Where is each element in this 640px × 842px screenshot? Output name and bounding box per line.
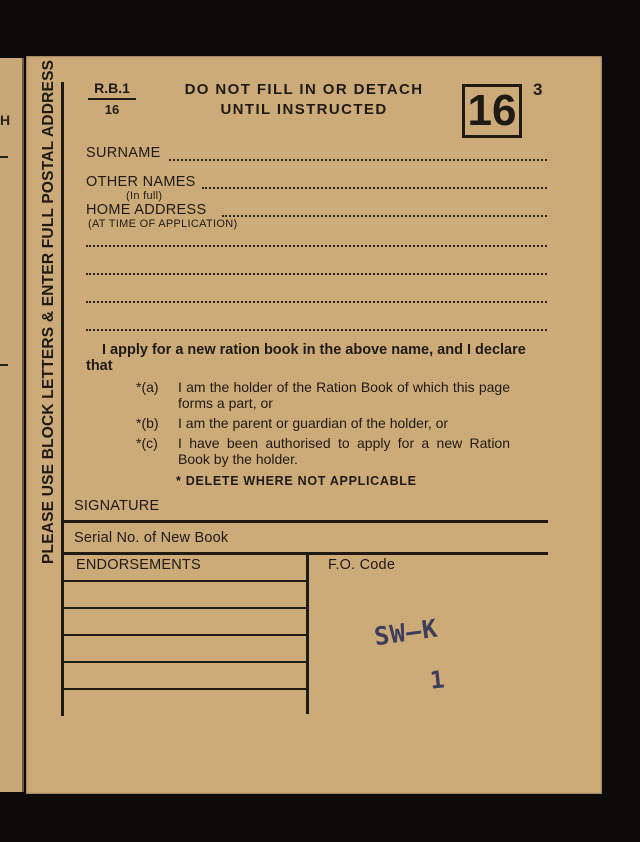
option-a-text: I am the holder of the Ration Book of which this page forms a part, or <box>178 379 510 411</box>
header-instruction <box>154 80 454 120</box>
endorsement-line[interactable] <box>63 580 306 582</box>
adjacent-page-mark <box>0 156 8 158</box>
signature-line[interactable] <box>63 520 548 523</box>
endorsements-label: ENDORSEMENTS <box>76 557 201 573</box>
option-b-text: I am the parent or guardian of the holder, or <box>178 415 449 431</box>
option-a-mark: *(a) <box>136 379 159 395</box>
home-address-label: HOME ADDRESS <box>86 202 207 218</box>
column-divider <box>306 554 309 714</box>
option-b-mark: *(b) <box>136 415 159 431</box>
endorsement-line[interactable] <box>63 607 306 609</box>
signature-label: SIGNATURE <box>74 498 160 514</box>
header-line-2: UNTIL INSTRUCTED <box>220 101 388 118</box>
form-code-main: R.B.1 <box>88 80 136 100</box>
address-line[interactable] <box>86 273 547 275</box>
header-line-1: DO NOT FILL IN OR DETACH <box>184 81 424 98</box>
option-c-mark: *(c) <box>136 435 158 451</box>
adjacent-page-edge <box>0 58 24 792</box>
endorsement-line[interactable] <box>63 634 306 636</box>
surname-field[interactable] <box>169 159 547 161</box>
option-b <box>136 415 510 433</box>
side-instruction: PLEASE USE BLOCK LETTERS & ENTER FULL POSTAL ADDRESS <box>40 59 57 564</box>
option-a <box>136 379 510 413</box>
office-stamp-number: 1 <box>428 665 446 695</box>
ration-book-page <box>26 56 602 794</box>
other-names-field[interactable] <box>202 187 547 189</box>
serial-label: Serial No. of New Book <box>74 530 229 546</box>
side-rule <box>61 82 64 716</box>
declaration-text: I apply for a new ration book in the above name, and I declare that <box>86 342 526 374</box>
endorsement-line[interactable] <box>63 688 306 690</box>
surname-label: SURNAME <box>86 145 161 161</box>
address-line[interactable] <box>86 301 547 303</box>
endorsement-line[interactable] <box>63 661 306 663</box>
form-code <box>88 80 136 117</box>
address-line[interactable] <box>86 245 547 247</box>
page-number-box: 16 <box>462 84 522 138</box>
office-stamp: SW—K <box>372 613 440 652</box>
option-c <box>136 435 510 469</box>
form-code-sub: 16 <box>104 102 120 117</box>
delete-note: * DELETE WHERE NOT APPLICABLE <box>176 474 417 488</box>
fo-code-label: F.O. Code <box>328 557 396 573</box>
at-time-note: (AT TIME OF APPLICATION) <box>88 218 238 230</box>
adjacent-page-letter: H <box>0 112 11 128</box>
option-c-text: I have been authorised to apply for a new Ration Book by the holder. <box>178 435 510 467</box>
address-line[interactable] <box>86 329 547 331</box>
in-full-note: (In full) <box>126 190 163 202</box>
home-address-field[interactable] <box>222 215 547 217</box>
page-number: 3 <box>533 80 543 99</box>
other-names-label: OTHER NAMES <box>86 174 196 190</box>
adjacent-page-mark <box>0 364 8 366</box>
